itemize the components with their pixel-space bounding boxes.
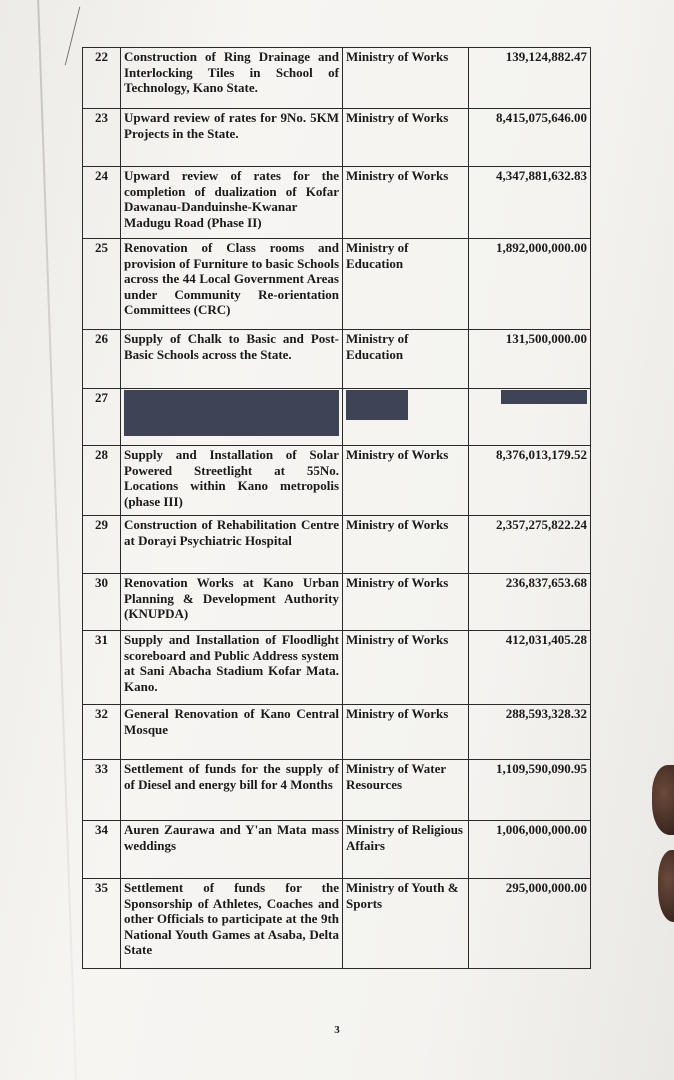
table-row xyxy=(83,109,591,167)
project-description: Construction of Rehabilitation Centre at Dorayi Psychiatric Hospital xyxy=(121,516,343,574)
project-description: Construction of Ring Drainage and Interlocking Tiles in School of Technology, Kano State. xyxy=(121,48,343,109)
ministry-name: Ministry of Education xyxy=(343,330,469,389)
page-crease xyxy=(37,0,77,1080)
row-number: 35 xyxy=(83,879,121,969)
project-description: Supply and Installation of Solar Powered Streetlight at 55No. Locations within Kano metropolis (phase III) xyxy=(121,446,343,516)
table-row xyxy=(83,239,591,330)
amount-value xyxy=(469,389,591,446)
row-number: 32 xyxy=(83,705,121,760)
ministry-name: Ministry of Religious Affairs xyxy=(343,821,469,879)
row-number: 33 xyxy=(83,760,121,821)
row-number: 27 xyxy=(83,389,121,446)
table-row xyxy=(83,389,591,446)
row-number: 25 xyxy=(83,239,121,330)
amount-value: 1,006,000,000.00 xyxy=(469,821,591,879)
redaction-block xyxy=(124,390,339,436)
project-description: Supply of Chalk to Basic and Post-Basic Schools across the State. xyxy=(121,330,343,389)
project-description xyxy=(121,389,343,446)
amount-value: 295,000,000.00 xyxy=(469,879,591,969)
table-row xyxy=(83,574,591,631)
amount-value: 139,124,882.47 xyxy=(469,48,591,109)
project-description: General Renovation of Kano Central Mosque xyxy=(121,705,343,760)
row-number: 22 xyxy=(83,48,121,109)
ministry-name: Ministry of Works xyxy=(343,705,469,760)
page-number: 3 xyxy=(334,1024,340,1036)
table-row xyxy=(83,330,591,389)
row-number: 28 xyxy=(83,446,121,516)
project-description: Renovation of Class rooms and provision of Furniture to basic Schools across the 44 Local Government Areas under Community Re-orientation Committees (CRC) xyxy=(121,239,343,330)
projects-table xyxy=(82,47,591,969)
table-row xyxy=(83,705,591,760)
row-number: 30 xyxy=(83,574,121,631)
row-number: 29 xyxy=(83,516,121,574)
amount-value: 2,357,275,822.24 xyxy=(469,516,591,574)
ministry-name: Ministry of Works xyxy=(343,631,469,705)
row-number: 24 xyxy=(83,167,121,239)
ministry-name: Ministry of Education xyxy=(343,239,469,330)
ministry-name: Ministry of Works xyxy=(343,574,469,631)
ministry-name: Ministry of Works xyxy=(343,167,469,239)
amount-value: 8,415,075,646.00 xyxy=(469,109,591,167)
finger-bottom xyxy=(658,850,674,922)
amount-value: 288,593,328.32 xyxy=(469,705,591,760)
amount-value: 1,892,000,000.00 xyxy=(469,239,591,330)
project-description: Renovation Works at Kano Urban Planning & Development Authority (KNUPDA) xyxy=(121,574,343,631)
row-number: 23 xyxy=(83,109,121,167)
row-number: 34 xyxy=(83,821,121,879)
project-description: Upward review of rates for the completion of dualization of Kofar Dawanau-Danduinshe-Kwanar Madugu Road (Phase II) xyxy=(121,167,343,239)
table-row xyxy=(83,48,591,109)
fold-mark xyxy=(65,7,80,65)
project-description: Auren Zaurawa and Y'an Mata mass weddings xyxy=(121,821,343,879)
table-row xyxy=(83,631,591,705)
ministry-name: Ministry of Works xyxy=(343,109,469,167)
table-row xyxy=(83,446,591,516)
row-number: 31 xyxy=(83,631,121,705)
table-row xyxy=(83,821,591,879)
project-description: Upward review of rates for 9No. 5KM Projects in the State. xyxy=(121,109,343,167)
table-row xyxy=(83,516,591,574)
row-number: 26 xyxy=(83,330,121,389)
table-row xyxy=(83,879,591,969)
amount-value: 1,109,590,090.95 xyxy=(469,760,591,821)
amount-value: 4,347,881,632.83 xyxy=(469,167,591,239)
redaction-block xyxy=(346,390,408,420)
amount-value: 412,031,405.28 xyxy=(469,631,591,705)
finger-top xyxy=(652,765,674,835)
project-description: Supply and Installation of Floodlight scoreboard and Public Address system at Sani Abacha Stadium Kofar Mata. Kano. xyxy=(121,631,343,705)
table-row xyxy=(83,760,591,821)
ministry-name: Ministry of Works xyxy=(343,446,469,516)
table-row xyxy=(83,167,591,239)
amount-value: 131,500,000.00 xyxy=(469,330,591,389)
amount-value: 8,376,013,179.52 xyxy=(469,446,591,516)
ministry-name xyxy=(343,389,469,446)
redaction-block xyxy=(501,390,587,404)
ministry-name: Ministry of Works xyxy=(343,48,469,109)
project-description: Settlement of funds for the supply of of Diesel and energy bill for 4 Months xyxy=(121,760,343,821)
amount-value: 236,837,653.68 xyxy=(469,574,591,631)
ministry-name: Ministry of Works xyxy=(343,516,469,574)
ministry-name: Ministry of Youth & Sports xyxy=(343,879,469,969)
project-description: Settlement of funds for the Sponsorship of Athletes, Coaches and other Officials to participate at the 9th National Youth Games at Asaba, Delta State xyxy=(121,879,343,969)
ministry-name: Ministry of Water Resources xyxy=(343,760,469,821)
